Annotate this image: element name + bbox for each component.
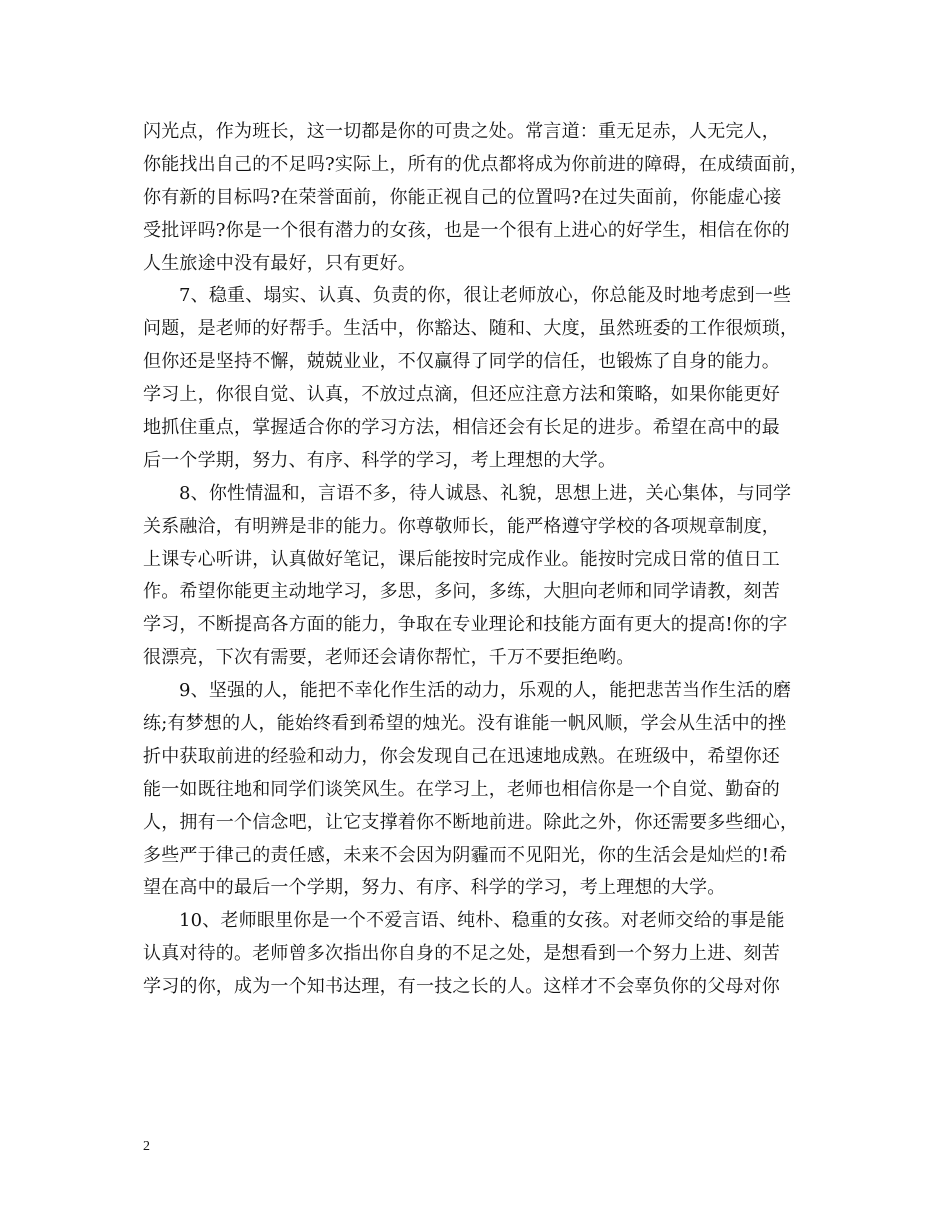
text-line: 9、坚强的人，能把不幸化作生活的动力，乐观的人，能把悲苦当作生活的磨	[179, 680, 792, 702]
text-line: 10、老师眼里你是一个不爱言语、纯朴、稳重的女孩。对老师交给的事是能	[179, 910, 785, 932]
text-line: 7、稳重、塌实、认真、负责的你，很让老师放心，你总能及时地考虑到一些	[179, 285, 792, 307]
text-line: 望在高中的最后一个学期，努力、有序、科学的学习，考上理想的大学。	[143, 877, 726, 899]
document-body	[143, 116, 811, 1004]
text-line: 作。希望你能更主动地学习，多思，多问，多练，大胆向老师和同学请教，刻苦	[143, 581, 780, 603]
paragraph-continuation	[143, 116, 811, 280]
paragraph-7	[143, 280, 811, 477]
text-line: 上课专心听讲，认真做好笔记，课后能按时完成作业。能按时完成日常的值日工	[143, 548, 780, 570]
paragraph-10	[143, 905, 811, 1004]
text-line: 闪光点，作为班长，这一切都是你的可贵之处。常言道：重无足赤，人无完人，	[143, 121, 780, 142]
text-line: 人生旅途中没有最好，只有更好。	[143, 252, 416, 274]
text-line: 地抓住重点，掌握适合你的学习方法，相信还会有长足的进步。希望在高中的最	[143, 417, 780, 439]
paragraph-9	[143, 675, 811, 905]
text-line: 你能找出自己的不足吗?实际上，所有的优点都将成为你前进的障碍，在成绩面前，	[143, 153, 809, 175]
text-line: 学习上，你很自觉、认真，不放过点滴，但还应注意方法和策略，如果你能更好	[143, 384, 780, 406]
text-line: 但你还是坚持不懈，兢兢业业，不仅赢得了同学的信任，也锻炼了自身的能力。	[143, 351, 780, 373]
text-line: 练;有梦想的人，能始终看到希望的烛光。没有谁能一帆风顺，学会从生活中的挫	[143, 713, 787, 735]
text-line: 很漂亮，下次有需要，老师还会请你帮忙，千万不要拒绝哟。	[143, 647, 635, 669]
text-line: 能一如既往地和同学们谈笑风生。在学习上，老师也相信你是一个自觉、勤奋的	[143, 778, 780, 800]
text-line: 认真对待的。老师曾多次指出你自身的不足之处，是想看到一个努力上进、刻苦	[143, 943, 780, 965]
text-line: 关系融洽，有明辨是非的能力。你尊敬师长，能严格遵守学校的各项规章制度，	[143, 515, 780, 537]
page-number: 2	[143, 1139, 150, 1154]
paragraph-8	[143, 478, 811, 675]
text-line: 受批评吗?你是一个很有潜力的女孩，也是一个很有上进心的好学生，相信在你的	[143, 219, 790, 241]
text-line: 8、你性情温和，言语不多，待人诚恳、礼貌，思想上进，关心集体，与同学	[179, 482, 792, 504]
text-line: 人，拥有一个信念吧，让它支撑着你不断地前进。除此之外，你还需要多些细心，	[143, 811, 799, 833]
text-line: 问题，是老师的好帮手。生活中，你豁达、随和、大度，虽然班委的工作很烦琐，	[143, 318, 799, 340]
text-line: 后一个学期，努力、有序、科学的学习，考上理想的大学。	[143, 449, 617, 471]
text-line: 你有新的目标吗?在荣誉面前，你能正视自己的位置吗?在过失面前，你能虚心接	[143, 186, 782, 208]
text-line: 学习的你，成为一个知书达理，有一技之长的人。这样才不会辜负你的父母对你	[143, 976, 780, 998]
text-line: 学习，不断提高各方面的能力，争取在专业理论和技能方面有更大的提高!你的字	[143, 614, 788, 636]
text-line: 多些严于律己的责任感，未来不会因为阴霾而不见阳光，你的生活会是灿烂的!希	[143, 844, 788, 866]
text-line: 折中获取前进的经验和动力，你会发现自己在迅速地成熟。在班级中，希望你还	[143, 745, 780, 767]
